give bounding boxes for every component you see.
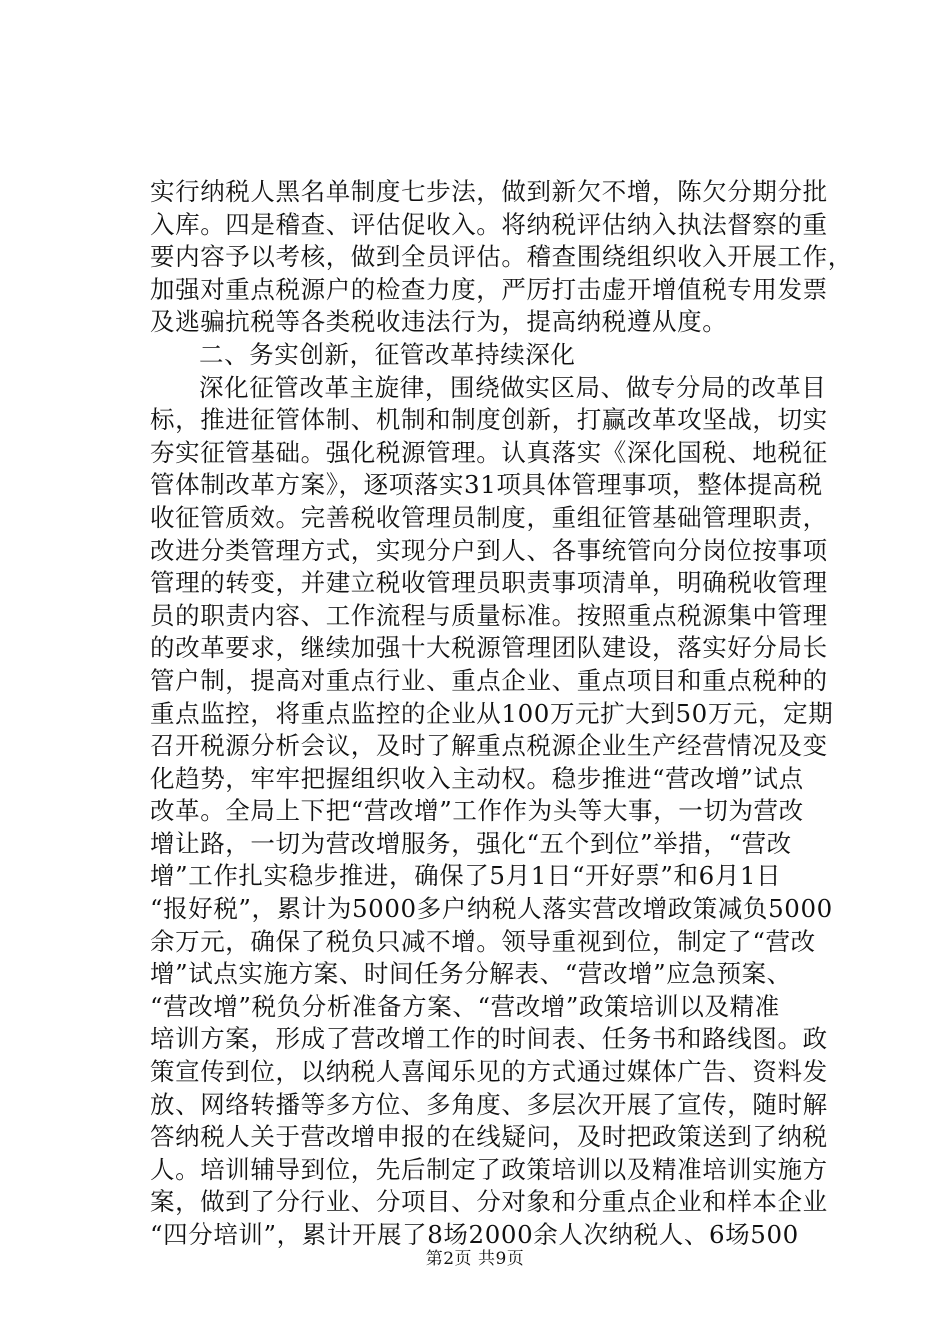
text-line: 管理的转变，并建立税收管理员职责事项清单，明确税收管理	[150, 568, 828, 598]
section-heading: 二、务实创新，征管改革持续深化	[199, 339, 576, 369]
text-line: 标，推进征管体制、机制和制度创新，打赢改革攻坚战，切实	[150, 405, 828, 435]
text-line: 增”试点实施方案、时间任务分解表、“营改增”应急预案、	[150, 959, 792, 989]
text-line: 实行纳税人黑名单制度七步法，做到新欠不增，陈欠分期分批	[150, 177, 828, 206]
text-line: 管户制，提高对重点行业、重点企业、重点项目和重点税种的	[150, 665, 828, 695]
text-line: 入库。四是稽查、评估促收入。将纳税评估纳入执法督察的重	[150, 209, 828, 239]
text-line: 要内容予以考核，做到全员评估。稽查围绕组织收入开展工作，	[150, 242, 853, 272]
document-body	[150, 176, 853, 1252]
text-line: “营改增”税负分析准备方案、“营改增”政策培训以及精准	[150, 991, 780, 1021]
text-line: 增”工作扎实稳步推进，确保了5月1日“开好票”和6月1日	[150, 861, 782, 891]
text-line: 案，做到了分行业、分项目、分对象和分重点企业和样本企业	[150, 1187, 828, 1217]
text-line: 夯实征管基础。强化税源管理。认真落实《深化国税、地税征	[150, 437, 828, 467]
text-line: 及逃骗抗税等各类税收违法行为，提高纳税遵从度。	[150, 307, 728, 337]
text-line: 改革。全局上下把“营改增”工作作为头等大事，一切为营改	[150, 796, 804, 826]
text-line: 人。培训辅导到位，先后制定了政策培训以及精准培训实施方	[150, 1154, 828, 1184]
text-line: 培训方案，形成了营改增工作的时间表、任务书和路线图。政	[150, 1024, 828, 1054]
text-line: 重点监控，将重点监控的企业从100万元扩大到50万元，定期	[150, 698, 834, 728]
text-line: 改进分类管理方式，实现分户到人、各事统管向分岗位按事项	[150, 535, 828, 565]
text-line: 答纳税人关于营改增申报的在线疑问，及时把政策送到了纳税	[150, 1122, 828, 1152]
text-line: 加强对重点税源户的检查力度，严厉打击虚开增值税专用发票	[150, 274, 828, 304]
text-line: 管体制改革方案》，逐项落实31项具体管理事项，整体提高税	[150, 470, 823, 500]
text-line: 增让路，一切为营改增服务，强化“五个到位”举措，“营改	[150, 828, 792, 858]
text-line: 员的职责内容、工作流程与质量标准。按照重点税源集中管理	[150, 600, 828, 630]
text-line: 的改革要求，继续加强十大税源管理团队建设，落实好分局长	[150, 633, 828, 663]
text-line: “四分培训”，累计开展了8场2000余人次纳税人、6场500	[150, 1220, 799, 1249]
text-line: 收征管质效。完善税收管理员制度，重组征管基础管理职责，	[150, 502, 828, 532]
text-line: 策宣传到位，以纳税人喜闻乐见的方式通过媒体广告、资料发	[150, 1057, 828, 1087]
text-line: “报好税”，累计为5000多户纳税人落实营改增政策减负5000	[150, 894, 833, 924]
text-line: 深化征管改革主旋律，围绕做实区局、做专分局的改革目	[199, 372, 827, 402]
text-line: 化趋势，牢牢把握组织收入主动权。稳步推进“营改增”试点	[150, 763, 804, 793]
text-line: 放、网络转播等多方位、多角度、多层次开展了宣传，随时解	[150, 1089, 828, 1119]
text-line: 余万元，确保了税负只减不增。领导重视到位，制定了“营改	[150, 926, 816, 956]
text-line: 召开税源分析会议，及时了解重点税源企业生产经营情况及变	[150, 731, 828, 761]
page-number-footer: 第2页 共9页	[425, 1249, 525, 1269]
